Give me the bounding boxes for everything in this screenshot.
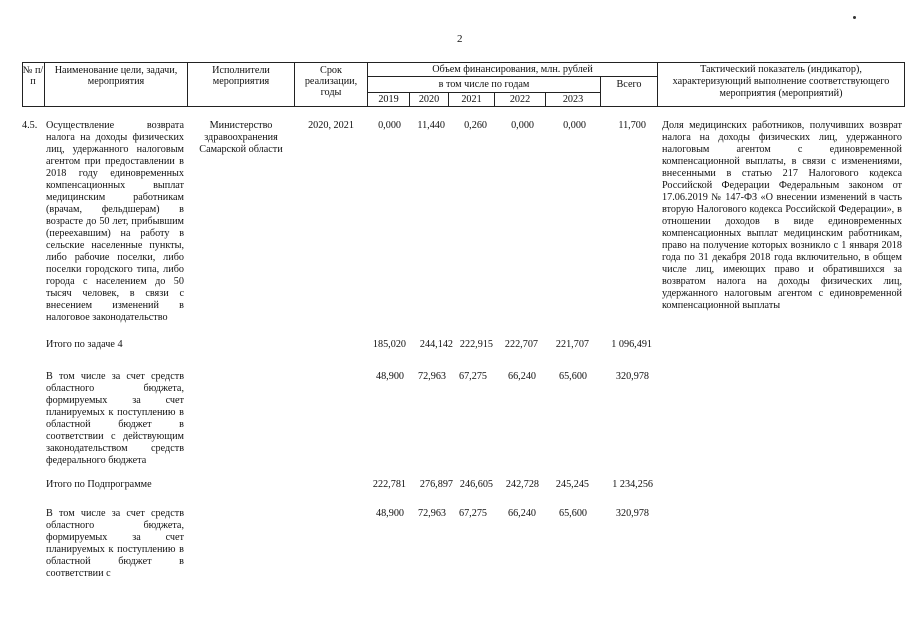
header-year: 2021 [461,94,482,105]
value-2022: 222,707 [504,339,538,350]
value-2020: 72,963 [417,508,446,519]
header-year: 2020 [418,94,440,105]
value-2022: 66,240 [507,371,536,382]
value-total: 1 096,491 [611,339,652,350]
value-2019: 48,900 [375,371,404,382]
value-2020: 244,142 [419,339,453,350]
header-indicator: Тактический показатель (индикатор), характеризующий выполнение соответствующего мероприятия (мероприятий) [672,64,890,99]
value-2021: 0,260 [464,120,487,131]
value-total: 1 234,256 [612,479,653,490]
header-financing: Объем финансирования, млн. рублей [432,64,593,75]
row-name: В том числе за счет средств областного бюджета, формируемых за счет планируемых к поступлению в областной бюджет в соответствии с действующим законодательством средств федерального бюджета [46,371,184,466]
value-2020: 11,440 [417,120,445,131]
value-total: 11,700 [618,120,646,131]
row-executor: Министерство здравоохранения Самарской области [199,120,283,155]
header-total: Всего [616,79,642,90]
value-2019: 0,000 [378,120,401,131]
row-indicator: Доля медицинских работников, получивших возврат налога на доходы физических лиц, удержанного налоговым агентом с единовременной компенсационной выплаты, в связи с изменениями, внесенными в статью 217 Налогового кодекса Российской Федерации Федеральным законом от 17.06.2019 № 147-ФЗ «О внесении изменений в часть вторую Налогового кодекса Российской Федерации», в отношении доходов в виде единовременных компенсационных выплат медицинским работникам, право на получение которых возникло с 1 января 2018 года по 31 декабря 2018 года включительно, в общем числе лиц, имеющих право и обратившихся за возвратом налога на доходы физических лиц, удержанного налоговым агентом с единовременной компенсационной выплаты [662,120,902,311]
value-2023: 245,245 [555,479,589,490]
value-2022: 242,728 [505,479,539,490]
value-2023: 221,707 [555,339,589,350]
row-name: Осуществление возврата налога на доходы физических лиц, удержанного налоговым агентом при предоставлении в 2018 году единовременных компенсационных выплат медицинским работникам (врачам, фельдшерам) в возрасте до 50 лет, прибывшим (переехавшим) на работу в сельские населенные пункты, либо рабочие поселки, либо поселки городского типа, либо города с населением до 50 тысяч человек, в связи с внесением изменений в налоговое законодательство [46,120,184,323]
page-number: 2 [457,33,463,45]
value-2019: 185,020 [372,339,406,350]
value-2021: 67,275 [458,508,487,519]
row-number: 4.5. [22,120,38,131]
header-name: Наименование цели, задачи, мероприятия [54,65,178,87]
header-year: 2023 [562,94,584,105]
value-2021: 67,275 [458,371,487,382]
header-financing-sub: в том числе по годам [438,79,530,90]
header-executor: Исполнители мероприятия [212,65,270,87]
value-2020: 276,897 [419,479,453,490]
value-2023: 65,600 [558,371,587,382]
value-2022: 0,000 [511,120,534,131]
header-year: 2022 [509,94,531,105]
row-term: 2020, 2021 [308,120,354,131]
value-2022: 66,240 [507,508,536,519]
row-name: В том числе за счет средств областного бюджета, формируемых за счет планируемых к поступлению в областной бюджет в соответствии с [46,508,184,579]
header-year: 2019 [378,94,399,105]
value-2023: 65,600 [558,508,587,519]
value-total: 320,978 [615,508,649,519]
value-2023: 0,000 [563,120,586,131]
value-2019: 222,781 [372,479,406,490]
value-2021: 246,605 [459,479,493,490]
value-2019: 48,900 [375,508,404,519]
header-num: № п/п [22,65,44,87]
scan-speck [853,16,856,19]
row-name: Итого по задаче 4 [46,339,123,350]
header-term: Срок реализации, годы [304,65,358,98]
value-2021: 222,915 [459,339,493,350]
row-name: Итого по Подпрограмме [46,479,152,490]
value-2020: 72,963 [417,371,446,382]
value-total: 320,978 [615,371,649,382]
